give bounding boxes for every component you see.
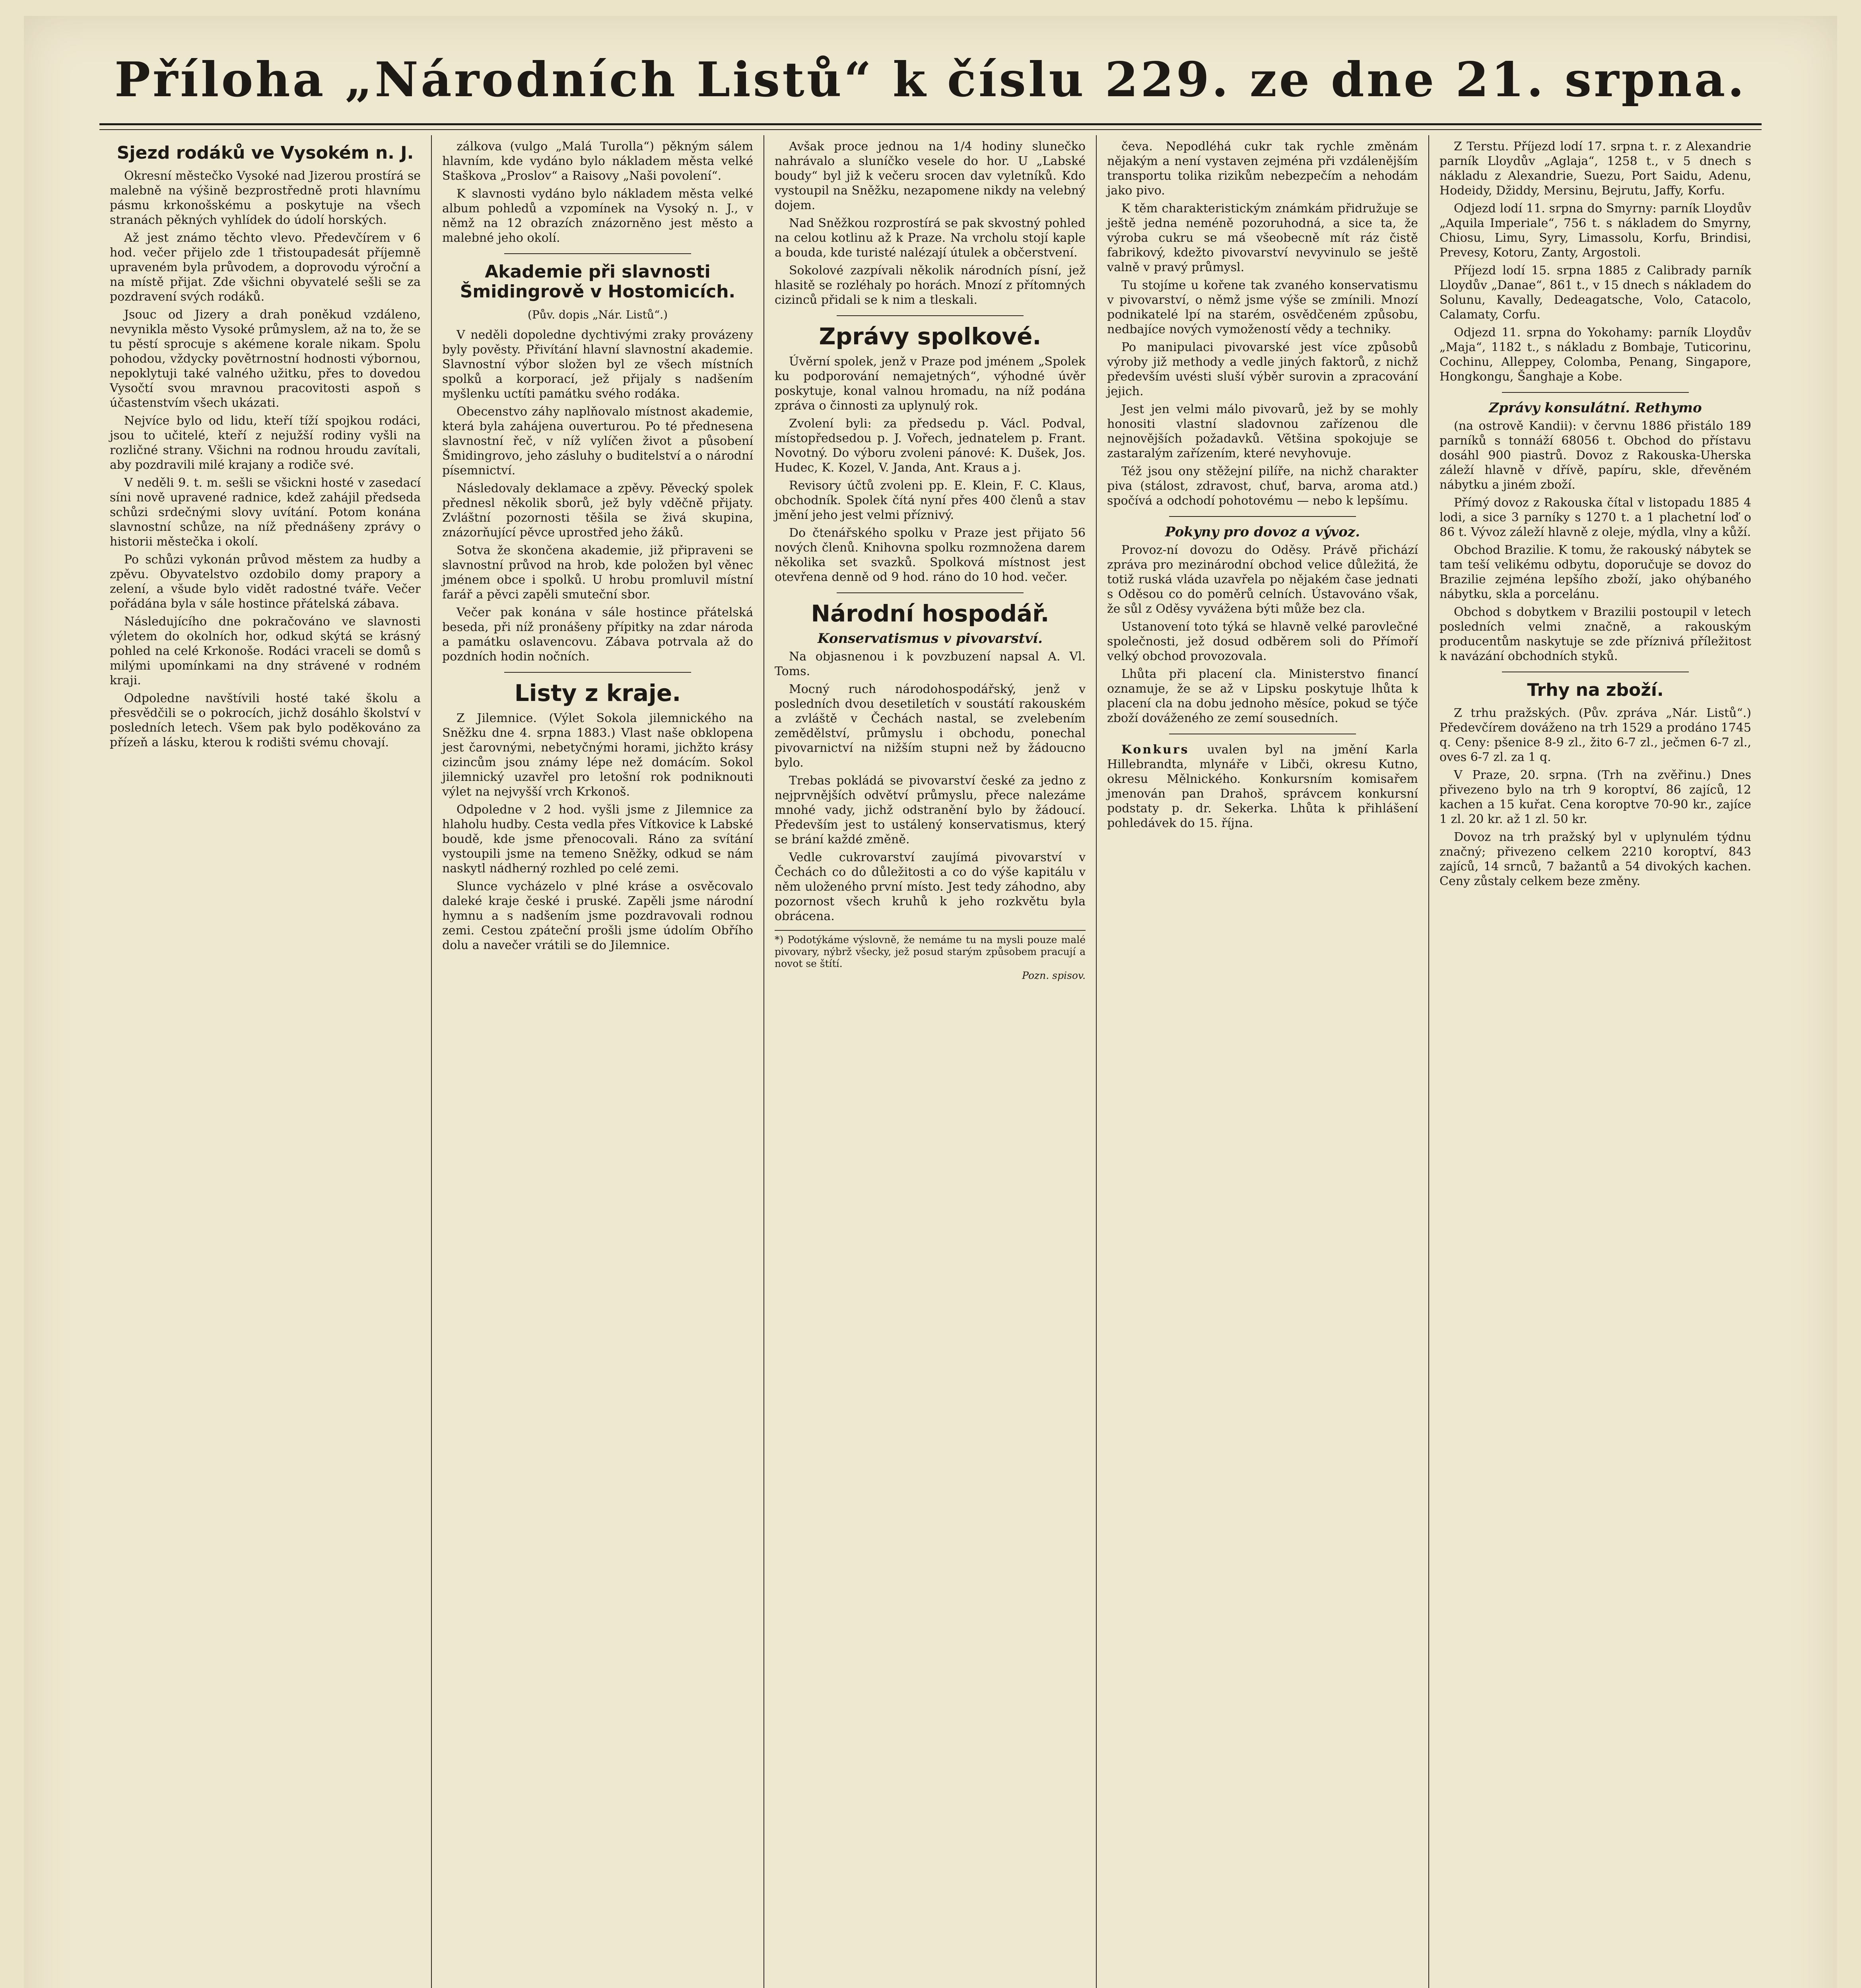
paragraph: Po schůzi vykonán průvod městem za hudby a zpěvu. Obyvatelstvo ozdobilo domy prapory a zelení, a všude bylo vidět radostné tváře. Večer pořádána byla v sále hostince přátelská zábava. [110,553,421,611]
paragraph: Večer pak konána v sále hostince přátelská beseda, při níž pronášeny přípitky na zdar národa a památku oslavencovu. Zábava potrvala až do pozdních hodin nočních. [442,606,753,664]
divider [504,253,691,254]
paragraph: Úvěrní spolek, jenž v Praze pod jménem „Spolek ku podporování nemajetných“, výhodné úvěr poskytuje, konal valnou hromadu, na níž podána zpráva o činnosti za uplynulý rok. [775,355,1086,413]
article-subheading: Konservatismus v pivovarství. [818,631,1043,646]
article-heading: Pokyny pro dovoz a vývoz. [1165,524,1360,540]
paragraph: Přímý dovoz z Rakouska čítal v listopadu 1885 4 lodi, a sice 3 parníky s 1270 t. a 1 plachetní loď o 86 t. Vývoz záleží hlavně z oleje, mýdla, vlny a kůží. [1439,496,1751,539]
article-heading: Zprávy konsulátní. Rethymo [1489,400,1702,416]
paragraph: V neděli 9. t. m. sešli se všickni hosté v zasedací síni nově upravené radnice, kdež zahájil předseda schůzi srdečnými slovy uvítání. Potom konána slavnostní schůze, na níž přednášeny zprávy o historii městečka i okolí. [110,476,421,549]
konkurs-notice [1107,742,1418,831]
section-heading: Zprávy spolkové. [819,323,1041,350]
columns [99,135,1762,1988]
paragraph: Následovaly deklamace a zpěvy. Pěvecký spolek přednesl několik sborů, jež byly vděčně přijaty. Zvláštní pozornosti těšila se živá skupina, znázorňující pěvce uprostřed jeho žáků. [442,481,753,540]
paragraph: Nejvíce bylo od lidu, kteří tíží spojkou rodáci, jsou to učitelé, kteří z nejužší rodiny vyšli na rozličné strany. Všichni na rodnou hroudu zavítali, aby pozdravili milé krajany a rodiče své. [110,414,421,472]
paragraph: Dovoz na trh pražský byl v uplynulém týdnu značný; přivezeno celkem 2210 koroptví, 843 zajíců, 14 srnců, 7 bažantů a 54 divokých kachen. Ceny zůstaly celkem beze změny. [1439,830,1751,888]
paragraph: Obecenstvo záhy naplňovalo místnost akademie, která byla zahájena ouverturou. Po té přednesena slavnostní řeč, v níž vylíčen život a působení Šmidingrovo, jeho zásluhy o buditelství a o národní písemnictví. [442,405,753,478]
paragraph: Tu stojíme u kořene tak zvaného konservatismu v pivovarství, o němž jsme výše se zmínili. Mnozí podnikatelé lpí na starém, osvědčeném způsobu, nedbajíce nových vymožeností vědy a techniky. [1107,278,1418,336]
paragraph: Zvolení byli: za předsedu p. Václ. Podval, místopředsedou p. J. Vořech, jednatelem p. Frant. Novotný. Do výboru zvoleni pánové: K. Dušek, Jos. Hudec, K. Kozel, V. Janda, Ant. Kraus a j. [775,417,1086,475]
paragraph: Revisory účtů zvoleni pp. E. Klein, F. C. Klaus, obchodník. Spolek čítá nyní přes 400 členů a stav jmění jeho jest velmi příznivý. [775,479,1086,522]
paragraph: Provoz-ní dovozu do Oděsy. Právě přichází zpráva pro mezinárodní obchod velice důležitá, že totiž ruská vláda uzavřela po nějakém čase jednati s Oděsou co do poměrů celních. Ústavováno však, že sůl z Oděsy vyvážena býti může bez cla. [1107,543,1418,616]
paragraph: Po manipulaci pivovarské jest více způsobů výroby již methody a vedle jiných faktorů, z nichž především uvésti sluší výběr surovin a zpracování jejich. [1107,340,1418,398]
paragraph: Okresní městečko Vysoké nad Jizerou prostírá se malebně na výšině bezprostředně proti hlavnímu pásmu krkonošskému a poskytuje na všech stranách pěkných vyhlídek do údolí horských. [110,169,421,227]
paragraph: V Praze, 20. srpna. (Trh na zvěřinu.) Dnes přivezeno bylo na trh 9 koroptví, 86 zajíců, 12 kachen a 15 kuřat. Cena koroptve 70-90 kr., zajíce 1 zl. 20 kr. až 1 zl. 50 kr. [1439,768,1751,826]
paragraph: Z Jilemnice. (Výlet Sokola jilemnického na Sněžku dne 4. srpna 1883.) Vlast naše obklopena jest čarovnými, nebetyčnými horami, jichžto krásy cizincům jsou známy lépe než domácím. Sokol jilemnický uzavřel pro letošní rok podniknouti výlet na nejvyšší vrch Krkonoš. [442,711,753,799]
paragraph: Sokolové zazpívali několik národních písní, jež hlasitě se rozléhaly po horách. Mnozí z přítomných cizinců přidali se k nim a tleskali. [775,264,1086,307]
paragraph: Obchod s dobytkem v Brazilii postoupil v letech posledních velmi značně, a rakouským producentům naskytuje se zde příznivá příležitost k navázání obchodních styků. [1439,605,1751,663]
paragraph: Obchod Brazilie. K tomu, že rakouský nábytek se tam teší velikému odbytu, doporučuje se dovoz do Brazilie zejména lepšího zboží, jako ohýbaného nábytku, skla a porcelánu. [1439,543,1751,601]
paragraph: Jest jen velmi málo pivovarů, jež by se mohly honositi vlastní sladovnou zařízenou dle nejnovějších požadavků. Většina spokojuje se zastaralým zařízením, které nevyhovuje. [1107,402,1418,460]
column-3 [764,135,1097,1988]
paragraph: čeva. Nepodléhá cukr tak rychle změnám nějakým a není vystaven zejména při vzdálenějším transportu tolika rizikům nebezpečím a nehodám jako pivo. [1107,140,1418,198]
paragraph: Nad Sněžkou rozprostírá se pak skvostný pohled na celou kotlinu až k Praze. Na vrcholu stojí kaple a bouda, kde turisté nalézají útulek a občerstvení. [775,216,1086,260]
divider [504,672,691,673]
section-heading: Národní hospodář. [811,600,1049,627]
newspaper-page [24,16,1837,1988]
column-2 [432,135,764,1988]
paragraph: (na ostrově Kandii): v červnu 1886 přistálo 189 parníků s tonnáží 68056 t. Obchod do přístavu dosáhl 900 piastrů. Dovoz z Rakouska-Uherska záleží hlavně v dřívě, papíru, skle, dřevěném nábytku a jiném zboží. [1439,419,1751,492]
paragraph: Příjezd lodí 15. srpna 1885 z Calibrady parník Lloydův „Danae“, 861 t., v 15 dnech s nákladem do Solunu, Kavally, Dedeagatsche, Volo, Catacolo, Calamaty, Corfu. [1439,264,1751,322]
paragraph: Z Terstu. Příjezd lodí 17. srpna t. r. z Alexandrie parník Lloydův „Aglaja“, 1258 t., v 5 dnech s nákladu z Alexandrie, Suezu, Port Saidu, Adenu, Hodeidy, Džiddy, Mersinu, Bejrutu, Jaffy, Korfu. [1439,140,1751,198]
paragraph: Na objasnenou i k povzbuzení napsal A. Vl. Toms. [775,650,1086,678]
column-4 [1097,135,1429,1988]
divider [837,592,1023,593]
paragraph: zálkova (vulgo „Malá Turolla“) pěkným sálem hlavním, kde vydáno bylo nákladem města velké Staškova „Proslov“ a Raisovy „Naši povolení“. [442,140,753,183]
article-heading: Sjezd rodáků ve Vysokém n. J. [117,143,414,163]
masthead-rule [99,123,1762,125]
paragraph: K těm charakteristickým známkám přidružuje se ještě jedna neméně pozoruhodná, a sice ta, že výroba cukru se má všeobecně mít ráz čistě fabrikový, kdežto pivovarství nevyvinulo se ještě valně v pravý průmysl. [1107,202,1418,274]
paragraph: Avšak proce jednou na 1/4 hodiny slunečko nahrávalo a sluníčko vesele do hor. U „Labské boudy“ byl již k večeru srocen dav vyletníků. Kdo vystoupil na Sněžku, nezapomene nikdy na velebný dojem. [775,140,1086,212]
footnote-text: *) Podotýkáme výslovně, že nemáme tu na mysli pouze malé pivovary, nýbrž všecky, jež posud starým způsobem pracují a novot se štítí. [775,934,1086,969]
section-heading: Trhy na zboží. [1527,680,1664,700]
paragraph: Do čtenářského spolku v Praze jest přijato 56 nových členů. Knihovna spolku rozmnožena darem několika set svazků. Spolková místnost jest otevřena denně od 9 hod. ráno do 10 hod. večer. [775,526,1086,584]
column-5 [1429,135,1762,1988]
section-heading: Listy z kraje. [514,679,681,707]
paragraph: Slunce vycházelo v plné kráse a osvěcovalo daleké kraje české i pruské. Zapěli jsme národní hymnu a s nadšením jsme pozdravovali rodnou zemi. Cestou zpáteční prošli jsme údolím Obřího dolu a navečer vrátili se do Jilemnice. [442,879,753,952]
paragraph: Odjezd 11. srpna do Yokohamy: parník Lloydův „Maja“, 1182 t., s nákladu z Bombaje, Tuticorinu, Cochinu, Alleppey, Colomba, Penang, Singapore, Hongkongu, Šanghaje a Kobe. [1439,326,1751,384]
konkurs-text: uvalen byl na jmění Karla Hillebrandta, mlynáře v Libči, okresu Kutno, okresu Mělnického. Konkursním komisařem jmenován pan Drahoš, správcem konkursní podstaty p. dr. Sekerka. Lhůta k přihlášení pohledávek do 15. října. [1107,743,1418,830]
paragraph: K slavnosti vydáno bylo nákladem města velké album pohledů a vzpomínek na Vysoký n. J., v němž na 12 obrazích znázorněno jest město a malebné jeho okolí. [442,187,753,245]
paragraph: V neděli dopoledne dychtivými zraky provázeny byly pověsty. Přivítání hlavní slavnostní akademie. Slavnostní výbor složen byl ze všech místních spolků a korporací, jež přijaly s nadšením myšlenku uctíti památku svého rodáka. [442,328,753,401]
konkurs-heading: Konkurs [1121,743,1189,757]
paragraph: Odpoledne navštívili hosté také školu a přesvědčili se o pokrocích, jichž dosáhlo školství v posledních letech. Všem pak bylo poděkováno za přízeň a lásku, kterou k rodišti svému chovají. [110,691,421,749]
paragraph: Ustanovení toto týká se hlavně velké parovlečné společnosti, jež dosud odběrem soli do Přímoří velký obchod provozovala. [1107,620,1418,663]
paragraph: Též jsou ony stěžejní pilíře, na nichž charakter piva (stálost, zdravost, chuť, barva, aroma atd.) spočívá a odchodí pohotovému — nebo k lepšímu. [1107,464,1418,508]
paragraph: Vedle cukrovarství zaujímá pivovarství v Čechách co do důležitosti a co do výše kapitálu v něm uloženého první místo. Jest tedy záhodno, aby pozornost všech kruhů k jeho rozkvětu byla obrácena. [775,850,1086,923]
paragraph: Jsouc od Jizery a drah poněkud vzdáleno, nevynikla město Vysoké průmyslem, až na to, že se tu pěstí sprocuje s akémene korale nikam. Spolu pohodou, vždycky povětrnostní hodnosti výbornou, nepoklytuji také valného užitku, přes to dovedou Vysočtí svou mravnou pracovitosti aspoň s účastenstvím všech ukázati. [110,308,421,410]
paragraph: Z trhu pražských. (Pův. zpráva „Nár. Listů“.) Předevčírem dováženo na trh 1529 a prodáno 1745 q. Ceny: pšenice 8-9 zl., žito 6-7 zl., ječmen 6-7 zl., oves 6-7 zl. za 1 q. [1439,706,1751,764]
paragraph: Následujícího dne pokračováno ve slavnosti výletem do okolních hor, odkud skýtá se krásný pohled na celé Krkonoše. Rodáci vraceli se domů s milými upomínkami na dny strávené v rodném kraji. [110,615,421,687]
paragraph: Lhůta při placení cla. Ministerstvo financí oznamuje, že se až v Lipsku poskytuje lhůta k placení cla na dobu jednoho měsíce, pokud se týče zboží dováženého ze zemí sousedních. [1107,667,1418,725]
footnote [775,930,1086,982]
masthead [24,52,1837,119]
masthead-rule-thin [99,129,1762,130]
paragraph: Až jest známo těchto vlevo. Předevčírem v 6 hod. večer přijelo zde 1 třistoupadesát příjemně upraveném byla průvodem, a doprovodu výroční a na místě přijat. Zde všichni obyvatelé sešli se za pozdravení svých rodáků. [110,231,421,304]
divider [1502,392,1689,393]
article-heading: Akademie při slavnosti Šmidingrově v Hostomicích. [460,262,736,302]
paragraph: Odjezd lodí 11. srpna do Smyrny: parník Lloydův „Aquila Imperiale“, 756 t. s nákladem do Smyrny, Chiosu, Limu, Syry, Limassolu, Korfu, Brindisi, Prevesy, Kotoru, Zanty, Argostoli. [1439,202,1751,260]
article-body [110,169,421,750]
article-subheading: (Pův. dopis „Nár. Listů“.) [527,308,668,321]
divider [1169,516,1356,517]
paragraph: Odpoledne v 2 hod. vyšli jsme z Jilemnice za hlaholu hudby. Cesta vedla přes Vítkovice k Labské boudě, kde jsme přenocovali. Ráno za svítání vystoupili jsme na temeno Sněžky, odkud se nám naskytl nádherný rozhled po celé zemi. [442,803,753,876]
paragraph: Mocný ruch národohospodářský, jenž v posledních dvou desetiletích v soustátí rakouském a zvláště v Čechách nastal, se zvelebením zemědělství, průmyslu i obchodu, ponechal pivovarnictví na nižším stupni než by žádoucno bylo. [775,682,1086,770]
footnote-signature: Pozn. spisov. [1022,970,1086,981]
paragraph: Trebas pokládá se pivovarství české za jedno z nejprvnějších odvětví průmyslu, přece nalezáme mnohé vady, jichž odstranění bylo by žádoucí. Především jest to ustálený konservatismus, který se brání každé změně. [775,774,1086,846]
divider [837,315,1023,316]
column-1 [99,135,432,1988]
paragraph: Sotva že skončena akademie, již připraveni se slavnostní průvod na hrob, kde položen byl věnec jménem obce i spolků. U hrobu promluvil místní farář a pěvci zapěli smuteční sbor. [442,544,753,602]
masthead-title: Příloha „Národních Listů“ k číslu 229. ze dne 21. srpna. [114,52,1747,108]
